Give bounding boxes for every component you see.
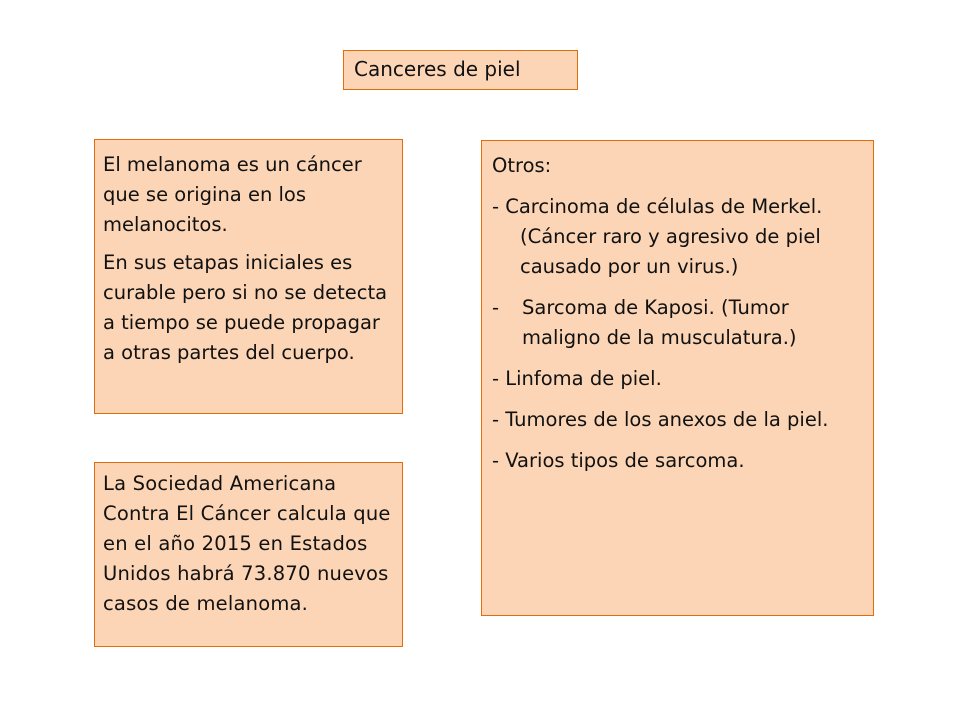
melanoma-paragraph: El melanoma es un cáncer que se origina en los melanocitos. — [103, 153, 362, 236]
list-item-text: Sarcoma de Kaposi. (Tumor maligno de la musculatura.) — [522, 296, 797, 349]
list-item: - Tumores de los anexos de la piel. — [492, 408, 829, 431]
statistics-box — [94, 462, 403, 647]
melanoma-paragraph: En sus etapas iniciales es curable pero si no se detecta a tiempo se puede propagar a otras partes del cuerpo. — [103, 251, 388, 364]
other-cancers-heading: Otros: — [492, 154, 552, 177]
statistics-text: La Sociedad Americana Contra El Cáncer calcula que en el año 2015 en Estados Unidos habrá 73.870 nuevos casos de melanoma. — [103, 472, 391, 615]
list-item: - Carcinoma de células de Merkel. (Cáncer raro y agresivo de piel causado por un virus.) — [492, 195, 823, 278]
list-item: - Linfoma de piel. — [492, 367, 662, 390]
list-dash: - — [492, 296, 500, 319]
title-box — [343, 50, 578, 90]
list-item — [492, 293, 863, 353]
list-item: - Varios tipos de sarcoma. — [492, 449, 745, 472]
page-title: Canceres de piel — [354, 57, 521, 81]
melanoma-box — [94, 139, 403, 414]
other-cancers-box — [481, 140, 874, 616]
